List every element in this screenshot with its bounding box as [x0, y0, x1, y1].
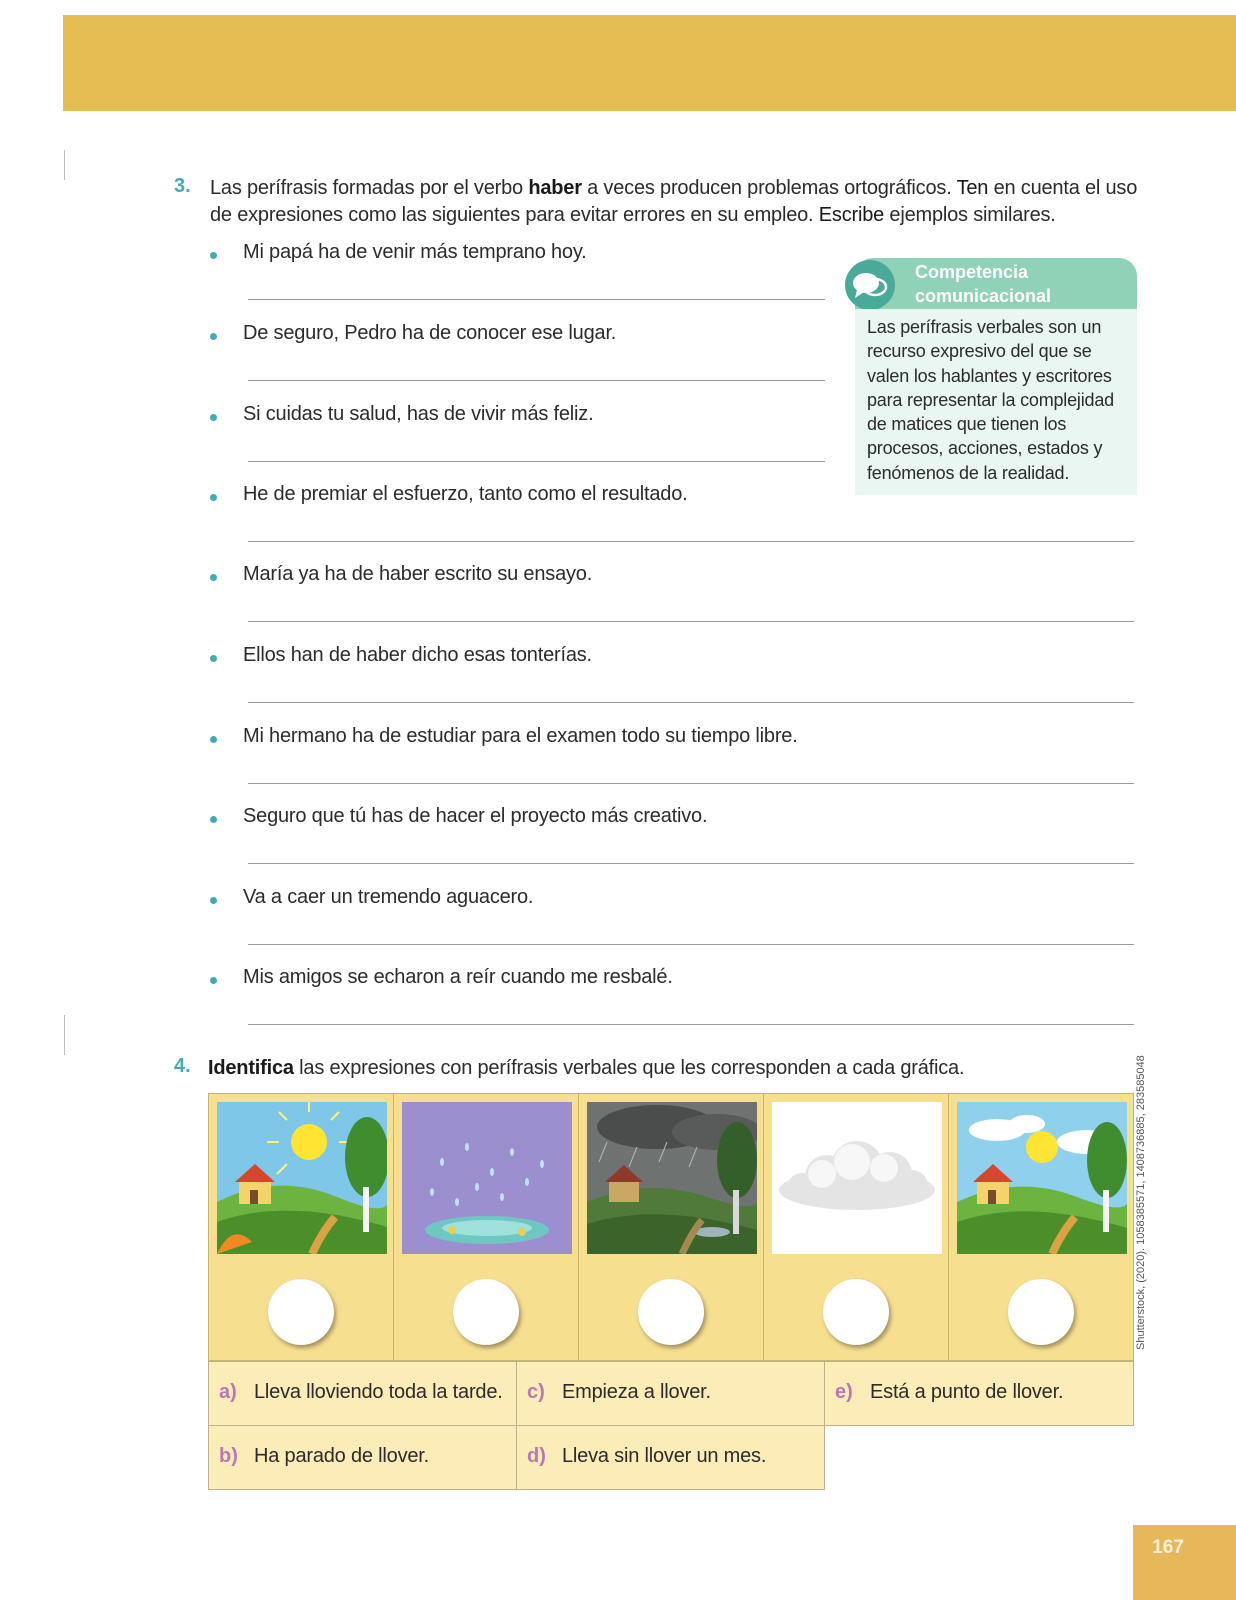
- bullet-icon: [210, 574, 217, 581]
- margin-mark: [64, 1015, 65, 1055]
- question-3-number: 3.: [174, 175, 191, 197]
- option-d: d) Lleva sin llover un mes.: [516, 1425, 825, 1490]
- image-cell: [949, 1094, 1134, 1360]
- page-number-box: [1133, 1525, 1236, 1600]
- bullet-icon: [210, 736, 217, 743]
- answer-line[interactable]: [248, 461, 825, 462]
- sunny-landscape-icon: [217, 1102, 387, 1254]
- answer-circle[interactable]: [453, 1279, 519, 1345]
- option-c: c) Empieza a llover.: [516, 1361, 825, 1426]
- speech-bubbles-icon: [845, 260, 895, 310]
- option-e: e) Está a punto de llover.: [824, 1361, 1134, 1426]
- question-4-instructions: Identifica las expresiones con perífrasis verbales que les corresponden a cada gráfica.: [208, 1057, 965, 1079]
- answer-line[interactable]: [248, 783, 1134, 784]
- competencia-title: Competencia comunicacional: [915, 262, 1052, 306]
- competencia-body: Las perífrasis verbales son un recurso expresivo del que se valen los hablantes y escritores para representar la complejidad de matices que tienen los procesos, acciones, estados y fenómenos de la realidad.: [855, 309, 1137, 495]
- answer-line[interactable]: [248, 702, 1134, 703]
- bullet-icon: [210, 977, 217, 984]
- competencia-header: [855, 258, 1137, 309]
- top-color-band: [63, 15, 1236, 111]
- stormy-landscape-icon: [587, 1102, 757, 1254]
- question-4-number: 4.: [174, 1055, 191, 1077]
- answer-circle[interactable]: [1008, 1279, 1074, 1345]
- image-cell: [209, 1094, 394, 1360]
- bullet-icon: [210, 333, 217, 340]
- question-3-instructions: Las perífrasis formadas por el verbo haber a veces producen problemas ortográficos. Ten en cuenta el uso de expresiones como las siguientes para evitar errores en su empleo. Escribe ejemplos similares.: [210, 177, 1138, 226]
- white-cloud-icon: [772, 1102, 942, 1254]
- page-number: 167: [1152, 1537, 1184, 1558]
- image-cell: [394, 1094, 579, 1360]
- bullet-icon: [210, 816, 217, 823]
- image-cell: [764, 1094, 949, 1360]
- bullet-icon: [210, 252, 217, 259]
- answer-line[interactable]: [248, 299, 825, 300]
- sun-and-clouds-landscape-icon: [957, 1102, 1127, 1254]
- image-grid: [208, 1093, 1134, 1361]
- image-cell: [579, 1094, 764, 1360]
- bullet-icon: [210, 414, 217, 421]
- answer-line[interactable]: [248, 863, 1134, 864]
- option-b: b) Ha parado de llover.: [208, 1425, 517, 1490]
- image-credit: Shutterstock, (2020). 1058385571, 1408736885, 283585048: [1135, 1055, 1147, 1350]
- answer-line[interactable]: [248, 1024, 1134, 1025]
- bullet-icon: [210, 655, 217, 662]
- margin-mark: [64, 150, 65, 180]
- competencia-box: [845, 258, 1137, 496]
- bullet-icon: [210, 897, 217, 904]
- answer-line[interactable]: [248, 380, 825, 381]
- rain-puddle-icon: [402, 1102, 572, 1254]
- bullet-icon: [210, 494, 217, 501]
- answer-line[interactable]: [248, 621, 1134, 622]
- answer-line[interactable]: [248, 541, 1134, 542]
- option-a: a) Lleva lloviendo toda la tarde.: [208, 1361, 517, 1426]
- answer-circle[interactable]: [823, 1279, 889, 1345]
- answer-line[interactable]: [248, 944, 1134, 945]
- answer-circle[interactable]: [638, 1279, 704, 1345]
- answer-circle[interactable]: [268, 1279, 334, 1345]
